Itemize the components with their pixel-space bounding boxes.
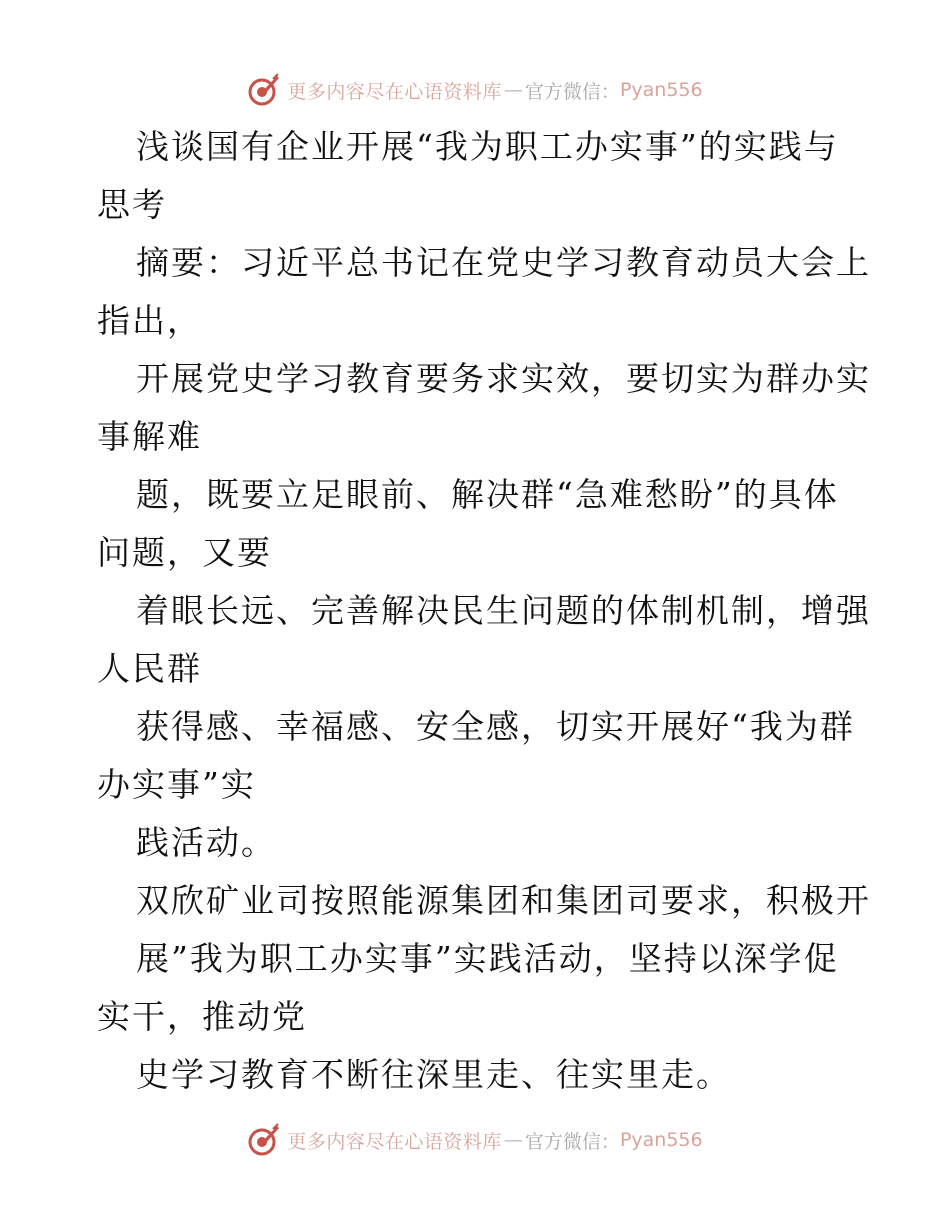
watermark-wechat-label: 官方微信：: [524, 1130, 620, 1153]
paragraph-line: 展”我为职工办实事”实践活动，坚持以深学促: [136, 939, 839, 978]
watermark-wechat-id: Pyan556: [619, 1129, 703, 1151]
paragraph-line: 史学习教育不断往深里走、往实里走。: [136, 1055, 731, 1094]
paragraph-line: 获得感、幸福感、安全感，切实开展好“我为群: [136, 707, 855, 746]
watermark-wechat-label: 官方微信：: [524, 80, 620, 103]
quill-circle-logo-icon: [247, 73, 281, 107]
paragraph-line: 开展党史学习教育要务求实效，要切实为群办实: [136, 359, 871, 398]
paragraph-line: 人民群: [97, 649, 202, 688]
paragraph-line: 践活动。: [136, 823, 276, 862]
paragraph-line: 问题，又要: [97, 533, 272, 572]
footer-watermark: [0, 1120, 950, 1160]
paragraph-line: 着眼长远、完善解决民生问题的体制机制，增强: [136, 591, 871, 630]
paragraph-line: 双欣矿业司按照能源集团和集团司要求，积极开: [136, 881, 871, 920]
title-line-1: 浅谈国有企业开展“我为职工办实事”的实践与: [136, 127, 839, 166]
paragraph-line: 摘要：习近平总书记在党史学习教育动员大会上: [136, 243, 871, 282]
watermark-dash: —: [503, 1129, 523, 1151]
watermark-text: 更多内容尽在心语资料库: [287, 1130, 502, 1153]
paragraph-line: 指出，: [97, 301, 202, 340]
quill-circle-logo-icon: [247, 1123, 281, 1157]
paragraph-line: 题，既要立足眼前、解决群“急难愁盼”的具体: [136, 475, 839, 514]
watermark-wechat-id: Pyan556: [619, 79, 703, 101]
title-line-2: 思考: [97, 185, 167, 224]
document-body: [97, 118, 871, 1104]
watermark-text: 更多内容尽在心语资料库: [287, 80, 502, 103]
paragraph-line: 办实事”实: [97, 765, 256, 804]
watermark-dash: —: [503, 79, 523, 101]
header-watermark: [0, 70, 950, 110]
paragraph-line: 事解难: [97, 417, 202, 456]
paragraph-line: 实干，推动党: [97, 997, 307, 1036]
